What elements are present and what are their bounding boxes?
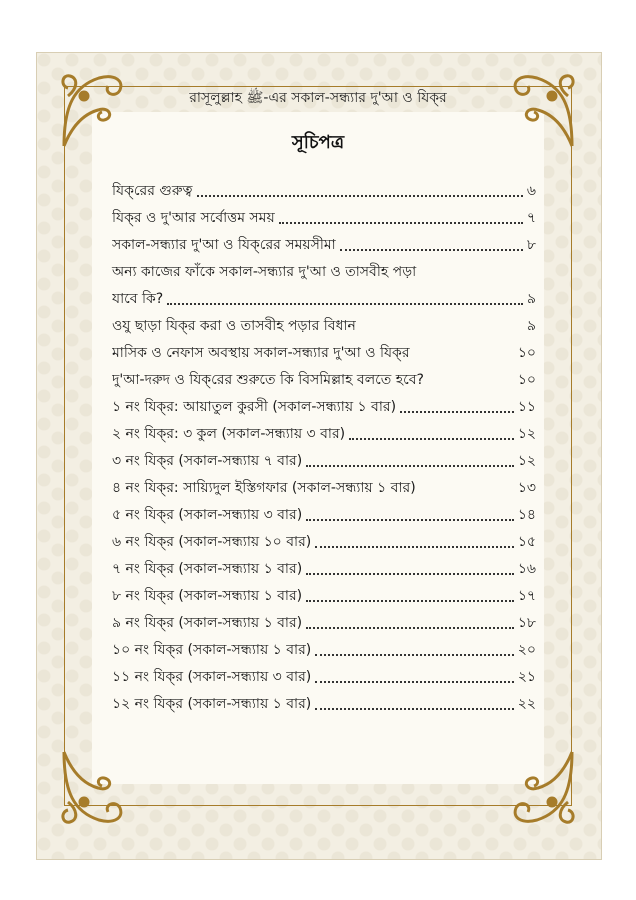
toc-entry-title: ৩ নং যিক্‌র (সকাল-সন্ধ্যায় ৭ বার)	[112, 453, 303, 469]
toc-entry-title: ৪ নং যিক্‌র: সায়্যিদুল ইস্তিগফার (সকাল-সন্ধ্যায় ১ বার)	[112, 480, 416, 496]
toc-leader-dots	[315, 708, 514, 710]
toc-entry-title: সকাল-সন্ধ্যার দু'আ ও যিক্‌রের সময়সীমা	[112, 237, 336, 253]
toc-leader-dots	[315, 546, 514, 548]
toc-entry[interactable]	[112, 394, 536, 421]
toc-entry-title: অন্য কাজের ফাঁকে সকাল-সন্ধ্যার দু'আ ও তাসবীহ পড়া	[112, 264, 417, 280]
toc-entry-page: ১৪	[517, 507, 536, 523]
toc-entry[interactable]	[112, 313, 536, 340]
toc-entry-page: ১৬	[517, 561, 536, 577]
toc-leader-dots	[197, 195, 523, 197]
toc-entry-page: ২২	[517, 696, 536, 712]
toc-entry[interactable]	[112, 205, 536, 232]
toc-entry[interactable]	[112, 475, 536, 502]
toc-entry[interactable]	[112, 502, 536, 529]
toc-entry[interactable]	[112, 367, 536, 394]
toc-entry-title: ৫ নং যিক্‌র (সকাল-সন্ধ্যায় ৩ বার)	[112, 507, 303, 523]
toc-entry-page: ৭	[526, 210, 536, 226]
toc-entry-title: মাসিক ও নেফাস অবস্থায় সকাল-সন্ধ্যার দু'আ ও যিক্‌র	[112, 345, 410, 361]
toc-entry-page: ৯	[526, 318, 536, 334]
toc-entry-title: দু'আ-দরুদ ও যিক্‌রের শুরুতে কি বিসমিল্লাহ বলতে হবে?	[112, 372, 424, 388]
toc-leader-dots	[306, 465, 514, 467]
toc-leader-dots	[400, 411, 514, 413]
toc-entry-title: যিক্‌রের গুরুত্ব	[112, 183, 193, 199]
toc-entry-title: ৭ নং যিক্‌র (সকাল-সন্ধ্যায় ১ বার)	[112, 561, 303, 577]
toc-leader-dots	[279, 222, 523, 224]
toc-entry[interactable]	[112, 637, 536, 664]
toc-entry-title: ২ নং যিক্‌র: ৩ কুল (সকাল-সন্ধ্যায় ৩ বার)	[112, 426, 346, 442]
toc-entry[interactable]	[112, 664, 536, 691]
toc-entry-title: ৮ নং যিক্‌র (সকাল-সন্ধ্যায় ১ বার)	[112, 588, 303, 604]
toc-entry-title: ১০ নং যিক্‌র (সকাল-সন্ধ্যায় ১ বার)	[112, 642, 312, 658]
toc-entry-title-continued: যাবে কি?	[112, 291, 164, 307]
toc-entry-page: ১৩	[517, 480, 536, 496]
toc-entry-page: ১১	[517, 399, 536, 415]
toc-entry-page: ১০	[517, 372, 536, 388]
toc-leader-dots	[315, 654, 514, 656]
toc-entry[interactable]	[112, 178, 536, 205]
toc-entry-page: ১৭	[517, 588, 536, 604]
toc-entry-title: যিক্‌র ও দু'আর সর্বোত্তম সময়	[112, 210, 275, 226]
toc-leader-dots	[306, 519, 514, 521]
toc-entry[interactable]	[112, 421, 536, 448]
toc-entry[interactable]	[112, 691, 536, 718]
toc-entry[interactable]	[112, 529, 536, 556]
toc-entry-page: ১০	[517, 345, 536, 361]
toc-entry[interactable]	[112, 610, 536, 637]
toc-entry-title: ১১ নং যিক্‌র (সকাল-সন্ধ্যায় ৩ বার)	[112, 669, 312, 685]
toc-entry-title: ১২ নং যিক্‌র (সকাল-সন্ধ্যায় ১ বার)	[112, 696, 312, 712]
toc-leader-dots	[167, 303, 523, 305]
toc-entry[interactable]	[112, 232, 536, 259]
toc-entry[interactable]	[112, 556, 536, 583]
corner-ornament-icon	[492, 742, 582, 832]
toc-leader-dots	[340, 249, 523, 251]
toc-leader-dots	[349, 438, 514, 440]
toc-entry-title: ৯ নং যিক্‌র (সকাল-সন্ধ্যায় ১ বার)	[112, 615, 303, 631]
toc-entry-title: ওযু ছাড়া যিক্‌র করা ও তাসবীহ পড়ার বিধান	[112, 318, 356, 334]
table-of-contents	[112, 178, 536, 718]
toc-entry-page: ৯	[526, 291, 536, 307]
toc-leader-dots	[306, 600, 514, 602]
running-header: রাসূলুল্লাহ ﷺ-এর সকাল-সন্ধ্যার দু'আ ও যিক্‌র	[189, 90, 447, 106]
corner-ornament-icon	[54, 742, 144, 832]
toc-entry-title: ৬ নং যিক্‌র (সকাল-সন্ধ্যায় ১০ বার)	[112, 534, 312, 550]
toc-entry-page: ৮	[526, 237, 536, 253]
toc-entry[interactable]	[112, 259, 536, 313]
toc-entry[interactable]	[112, 583, 536, 610]
toc-leader-dots	[315, 681, 514, 683]
toc-entry-page: ১৮	[517, 615, 536, 631]
page-title: সূচিপত্র	[291, 132, 345, 153]
toc-entry-title: ১ নং যিক্‌র: আয়াতুল কুরসী (সকাল-সন্ধ্যায় ১ বার)	[112, 399, 397, 415]
toc-entry[interactable]	[112, 340, 536, 367]
toc-leader-dots	[306, 627, 514, 629]
toc-entry[interactable]	[112, 448, 536, 475]
toc-entry-page: ১৫	[517, 534, 536, 550]
toc-entry-page: ১২	[517, 426, 536, 442]
toc-entry-page: ২০	[517, 642, 536, 658]
toc-leader-dots	[306, 573, 514, 575]
toc-entry-page: ১২	[517, 453, 536, 469]
toc-entry-page: ২১	[517, 669, 536, 685]
toc-entry-page: ৬	[526, 183, 536, 199]
